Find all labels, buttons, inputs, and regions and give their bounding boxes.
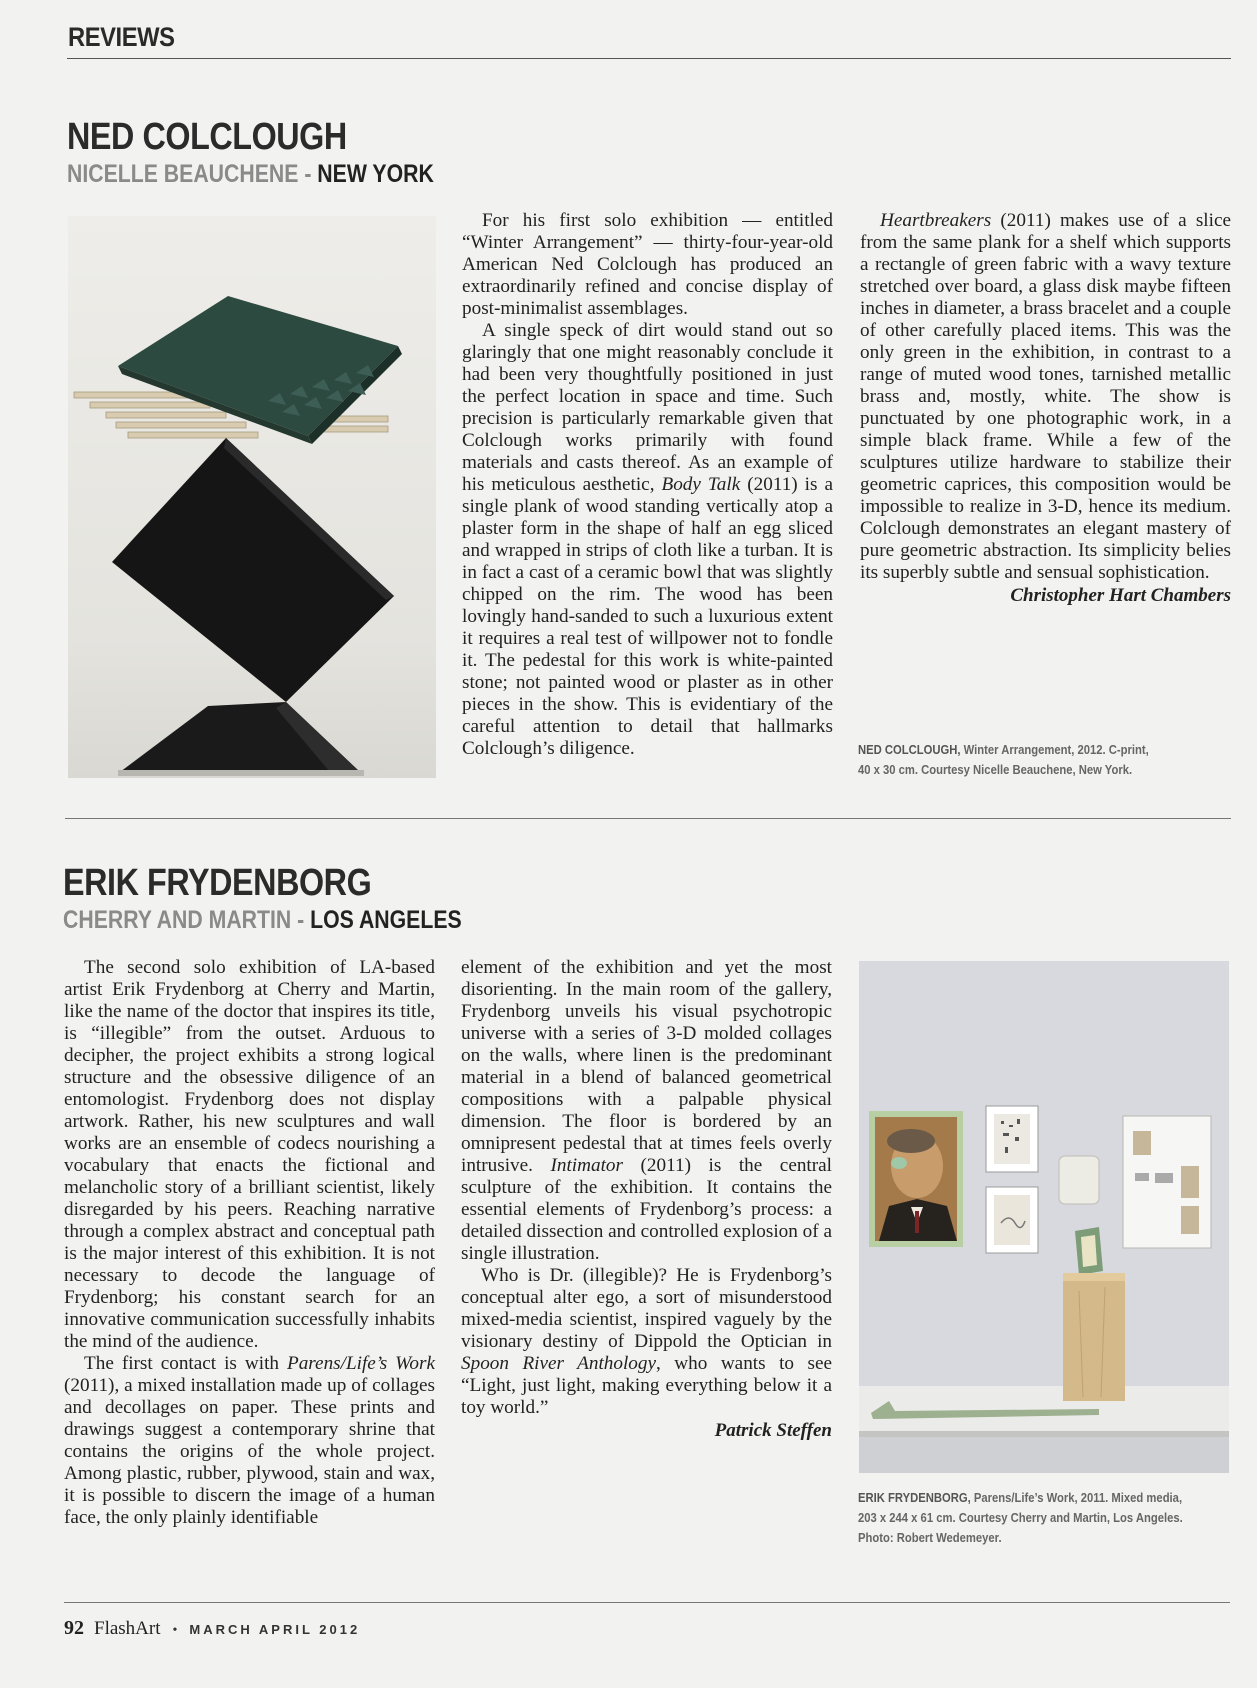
footer-bullet: • (172, 1623, 178, 1638)
caption-text: 203 x 244 x 61 cm. Courtesy Cherry and Martin, Los Angeles. (858, 1511, 1183, 1525)
caption-text: 40 x 30 cm. Courtesy Nicelle Beauchene, New York. (858, 763, 1133, 777)
artwork-image-winter-arrangement (68, 216, 436, 778)
review2-text: , who wants to see “Light, just light, making everything below it a toy world.” (461, 1353, 832, 1418)
review2-column-2 (461, 957, 832, 1443)
review2-text: Who is Dr. (illegible)? He is Frydenborg’s conceptual alter ego, a sort of misunderstood mixed-media scientist, inspired vaguely by the visionary destiny of Dippold the Optician in (461, 1265, 832, 1352)
review2-gallery: CHERRY AND MARTIN (63, 906, 292, 934)
review2-text: The first contact is with (84, 1353, 287, 1374)
review2-text: element of the exhibition and yet the most disorienting. In the main room of the gallery, Frydenborg unveils his visual psychotropic universe with a series of 3-D molded collages on the walls, where linen is the predominant material in a blend of balanced geometrical compositions with a palpable physical dimension. The floor is bordered by an omnipresent pedestal that at times feels overly intrusive. (461, 957, 832, 1176)
work-title-intimator: Intimator (550, 1155, 623, 1176)
review1-gallery: NICELLE BEAUCHENE (67, 160, 299, 188)
magazine-name: FlashArt (94, 1618, 161, 1639)
section-label: REVIEWS (68, 22, 175, 52)
review2-paragraph (461, 957, 832, 1265)
review2-artist: ERIK FRYDENBORG (63, 862, 372, 904)
review1-separator: - (304, 160, 312, 188)
page-number: 92 (64, 1617, 84, 1639)
work-title-body-talk: Body Talk (661, 474, 741, 495)
review2-paragraph (461, 1265, 832, 1419)
review1-paragraph: For his first solo exhibition — entitled “Winter Arrangement” — thirty-four-year-old American Ned Colclough has produced an extraordinarily refined and concise display of post-minimalist assemblages. (462, 210, 833, 319)
winter-arrangement-illustration (68, 216, 436, 778)
installation-view-illustration (859, 961, 1229, 1473)
review2-venue (63, 906, 462, 935)
caption-artist: ERIK FRYDENBORG, (858, 1491, 971, 1505)
review1-column-1 (462, 210, 833, 760)
review1-venue (67, 160, 434, 189)
review2-paragraph (64, 1353, 435, 1529)
caption-text: Parens/Life’s Work, 2011. Mixed media, (970, 1491, 1183, 1505)
review1-text: A single speck of dirt would stand out so glaringly that one might reasonably conclude it had been very thoughtfully positioned in just the perfect location in space and time. Such precision is particularly remarkable given that Colclough works primarily with found materials and casts thereof. As an example of his meticulous aesthetic, (462, 320, 833, 495)
review2-author: Patrick Steffen (714, 1420, 832, 1441)
review2-paragraph: The second solo exhibition of LA-based artist Erik Frydenborg at Cherry and Martin, like the name of the doctor that inspires its title, is “illegible” from the outset. Arduous to decipher, the project exhibits a strong logical structure and the obsessive diligence of an entomologist. Frydenborg does not display artwork. Rather, his new sculptures and wall works are an ensemble of codecs nourishing a vocabulary that enacts the fictional and melancholic story of a brilliant scientist, likely disregarded by his peers. Reaching narrative through a complex abstract and conceptual path is the major interest of this exhibition. It is not necessary to decode the language of Frydenborg; his constant search for an innovative communication successfully inhabits the mind of the audience. (64, 957, 435, 1352)
review2-caption (858, 1488, 1218, 1548)
header-rule (67, 58, 1231, 59)
work-title-heartbreakers: Heartbreakers (880, 210, 992, 231)
section-divider (65, 818, 1231, 819)
caption-text: Winter Arrangement, 2012. C-print, (960, 743, 1149, 757)
review1-text: (2011) makes use of a slice from the same plank for a shelf which supports a rectangle of green fabric with a wavy texture stretched over board, a glass disk maybe fifteen inches in diameter, a brass bracelet and a couple of other carefully placed items. This was the only green in the exhibition, in contrast to a range of muted wood tones, tarnished metallic brass and, mostly, white. The show is punctuated by one photographic work, in a simple black frame. While a few of the sculptures utilize hardware to stabilize their geometric caprices, this composition would be impossible to realize in 3-D, hence its medium. Colclough demonstrates an elegant mastery of pure geometric abstraction. Its simplicity belies its superbly subtle and sensual sophistication. (860, 210, 1231, 583)
work-title-spoon-river-anthology: Spoon River Anthology (461, 1353, 657, 1374)
caption-text: Photo: Robert Wedemeyer. (858, 1531, 1002, 1545)
work-title-parens-lifes-work: Parens/Life’s Work (286, 1353, 435, 1374)
review1-paragraph (462, 320, 833, 760)
caption-artist: NED COLCLOUGH, (858, 743, 961, 757)
review1-caption (858, 740, 1200, 780)
review1-paragraph (860, 210, 1231, 584)
review2-text: (2011) is the central sculpture of the exhibition. It contains the essential elements of Frydenborg’s process: a detailed dissection and controlled explosion of a single illustration. (461, 1155, 832, 1264)
footer-rule (64, 1602, 1230, 1603)
review2-city: LOS ANGELES (310, 906, 462, 934)
review1-column-2 (860, 210, 1231, 608)
review1-city: NEW YORK (317, 160, 434, 188)
review2-separator: - (297, 906, 305, 934)
review1-text: (2011) is a single plank of wood standing vertically atop a plaster form in the shape of half an egg sliced and wrapped in strips of cloth like a turban. It is in fact a cast of a ceramic bowl that was slightly chipped on the rim. The wood has been lovingly hand-sanded to such a luxurious extent it requires a real test of willpower not to fondle it. The pedestal for this work is white-painted stone; not painted wood or plaster as in other pieces in the show. This is evidentiary of the careful attention to detail that hallmarks Colclough’s diligence. (462, 474, 833, 759)
review2-column-1 (64, 957, 435, 1529)
artwork-image-installation-view (859, 961, 1229, 1473)
review2-text: (2011), a mixed installation made up of collages and decollages on paper. These prints and drawings suggest a contemporary shrine that contains the origins of the whole project. Among plastic, rubber, plywood, stain and wax, it is possible to discern the image of a human face, the only plainly identifiable (64, 1375, 435, 1528)
review1-artist: NED COLCLOUGH (67, 116, 347, 158)
review1-author: Christopher Hart Chambers (1010, 585, 1231, 606)
issue-date: MARCH APRIL 2012 (189, 1622, 361, 1637)
footer (64, 1617, 360, 1640)
